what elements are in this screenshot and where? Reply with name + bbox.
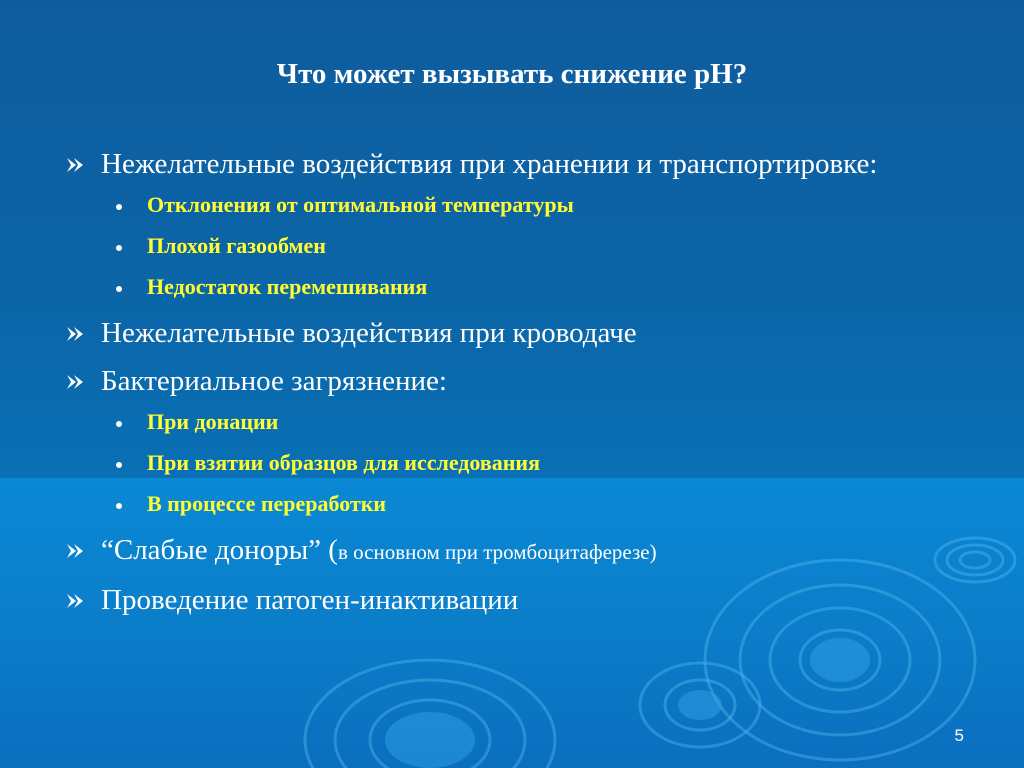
bullet-item xyxy=(66,362,966,518)
sub-bullet-item xyxy=(101,232,966,260)
bullet-text: “Слабые доноры” ( xyxy=(101,534,338,566)
arrow-bullet-icon xyxy=(66,593,84,609)
bullet-item xyxy=(66,314,966,352)
sub-bullet-item xyxy=(101,408,966,436)
sub-bullet-item xyxy=(101,273,966,301)
sub-bullet-list xyxy=(101,191,966,301)
dot-bullet-icon xyxy=(116,503,122,509)
slide-title: Что может вызывать снижение pH? xyxy=(276,58,748,90)
bullet-text-small: в основном при тромбоцитаферезе) xyxy=(337,540,657,564)
sub-bullet-list xyxy=(101,408,966,518)
arrow-bullet-icon xyxy=(66,543,84,559)
slide-number: 5 xyxy=(954,726,964,745)
bullet-item xyxy=(66,531,966,571)
bullet-text: Бактериальное загрязнение: xyxy=(101,365,447,397)
dot-bullet-icon xyxy=(116,462,122,468)
bullet-item xyxy=(66,145,966,301)
sub-bullet-text: Недостаток перемешивания xyxy=(147,274,428,299)
sub-bullet-text: Отклонения от оптимальной температуры xyxy=(147,192,574,217)
arrow-bullet-icon xyxy=(66,157,84,173)
bullet-text: Нежелательные воздействия при хранении и транспортировке: xyxy=(101,148,878,180)
sub-bullet-item xyxy=(101,191,966,219)
sub-bullet-text: При донации xyxy=(147,409,279,434)
dot-bullet-icon xyxy=(116,245,122,251)
arrow-bullet-icon xyxy=(66,326,84,342)
bullet-text: Проведение патоген-инактивации xyxy=(101,584,519,616)
dot-bullet-icon xyxy=(116,286,122,292)
dot-bullet-icon xyxy=(116,421,122,427)
sub-bullet-text: В процессе переработки xyxy=(147,491,387,516)
sub-bullet-text: При взятии образцов для исследования xyxy=(147,450,541,475)
sub-bullet-item xyxy=(101,449,966,477)
sub-bullet-item xyxy=(101,490,966,518)
sub-bullet-text: Плохой газообмен xyxy=(147,233,326,258)
bullet-list xyxy=(66,145,966,629)
arrow-bullet-icon xyxy=(66,374,84,390)
bullet-text: Нежелательные воздействия при кроводаче xyxy=(101,317,637,349)
bullet-item xyxy=(66,581,966,619)
dot-bullet-icon xyxy=(116,204,122,210)
